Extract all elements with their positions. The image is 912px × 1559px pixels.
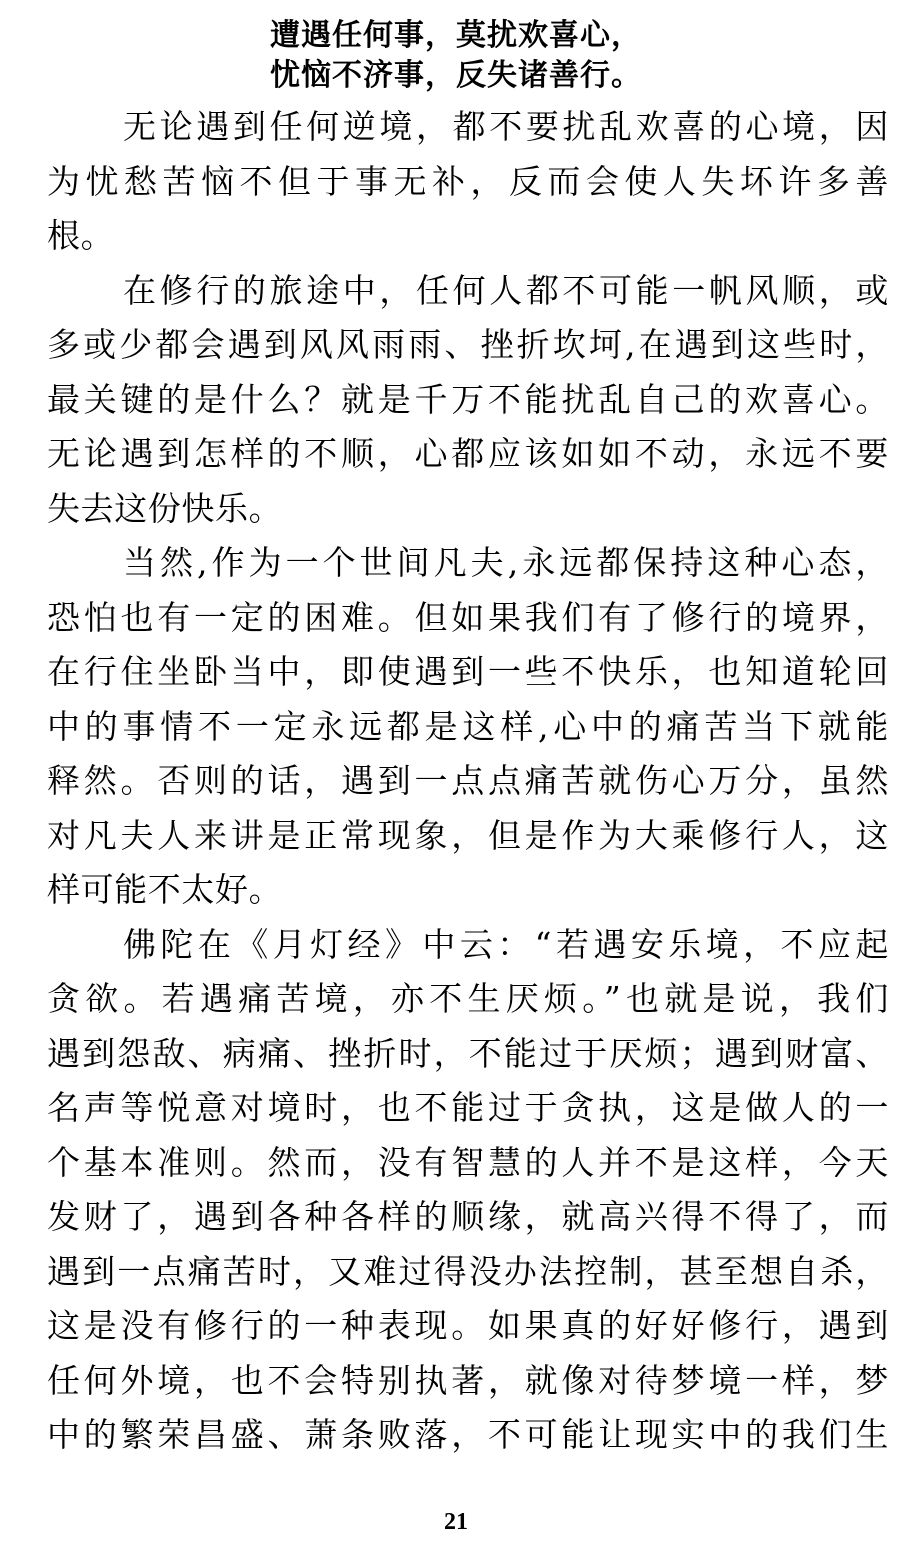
text-line: 个基本准则。然而，没有智慧的人并不是这样，今天 [47,1142,889,1182]
text-line: 释然。否则的话，遇到一点点痛苦就伤心万分，虽然 [47,761,889,800]
text-line: 遇到一点痛苦时，又难过得没办法控制，甚至想自杀， [47,1251,889,1291]
text-line: 无论遇到任何逆境，都不要扰乱欢喜的心境，因 [123,107,889,146]
text-line: 为忧愁苦恼不但于事无补，反而会使人失坏许多善 [47,161,889,201]
text-line: 遇到怨敌、病痛、挫折时，不能过于厌烦；遇到财富、 [47,1033,889,1073]
text-line: 中的事情不一定永远都是这样,心中的痛苦当下就能 [47,706,889,746]
text-line: 根。 [47,216,115,255]
verse-line-2: 忧恼不济事，反失诸善行。 [270,58,642,93]
text-line: 在修行的旅途中，任何人都不可能一帆风顺，或 [123,270,889,310]
text-line: 无论遇到怎样的不顺，心都应该如如不动，永远不要 [47,434,889,473]
text-line: 失去这份快乐。 [47,488,283,528]
text-line: 这是没有修行的一种表现。如果真的好好修行，遇到 [47,1306,889,1345]
text-line: 中的繁荣昌盛、萧条败落，不可能让现实中的我们生 [47,1415,889,1454]
text-line: 名声等悦意对境时，也不能过于贪执，这是做人的一 [47,1088,889,1127]
text-line: 佛陀在《月灯经》中云：“若遇安乐境，不应起 [123,924,889,964]
text-line: 发财了，遇到各种各样的顺缘，就高兴得不得了，而 [47,1197,889,1236]
text-line: 最关键的是什么？就是千万不能扰乱自己的欢喜心。 [47,379,889,419]
text-line: 恐怕也有一定的困难。但如果我们有了修行的境界， [47,597,889,637]
text-line: 任何外境，也不会特别执著，就像对待梦境一样，梦 [47,1360,889,1400]
text-line: 多或少都会遇到风风雨雨、挫折坎坷,在遇到这些时， [47,325,889,364]
text-line: 贪欲。若遇痛苦境，亦不生厌烦。”也就是说，我们 [47,979,889,1018]
page-number: 21 [444,1509,468,1535]
text-line: 在行住坐卧当中，即使遇到一些不快乐，也知道轮回 [47,652,889,691]
text-line: 当然,作为一个世间凡夫,永远都保持这种心态， [123,543,889,582]
text-line: 对凡夫人来讲是正常现象，但是作为大乘修行人，这 [47,815,889,855]
verse-line-1: 遭遇任何事，莫扰欢喜心， [270,18,642,53]
body-text [47,100,889,1463]
text-line: 样可能不太好。 [47,870,283,909]
